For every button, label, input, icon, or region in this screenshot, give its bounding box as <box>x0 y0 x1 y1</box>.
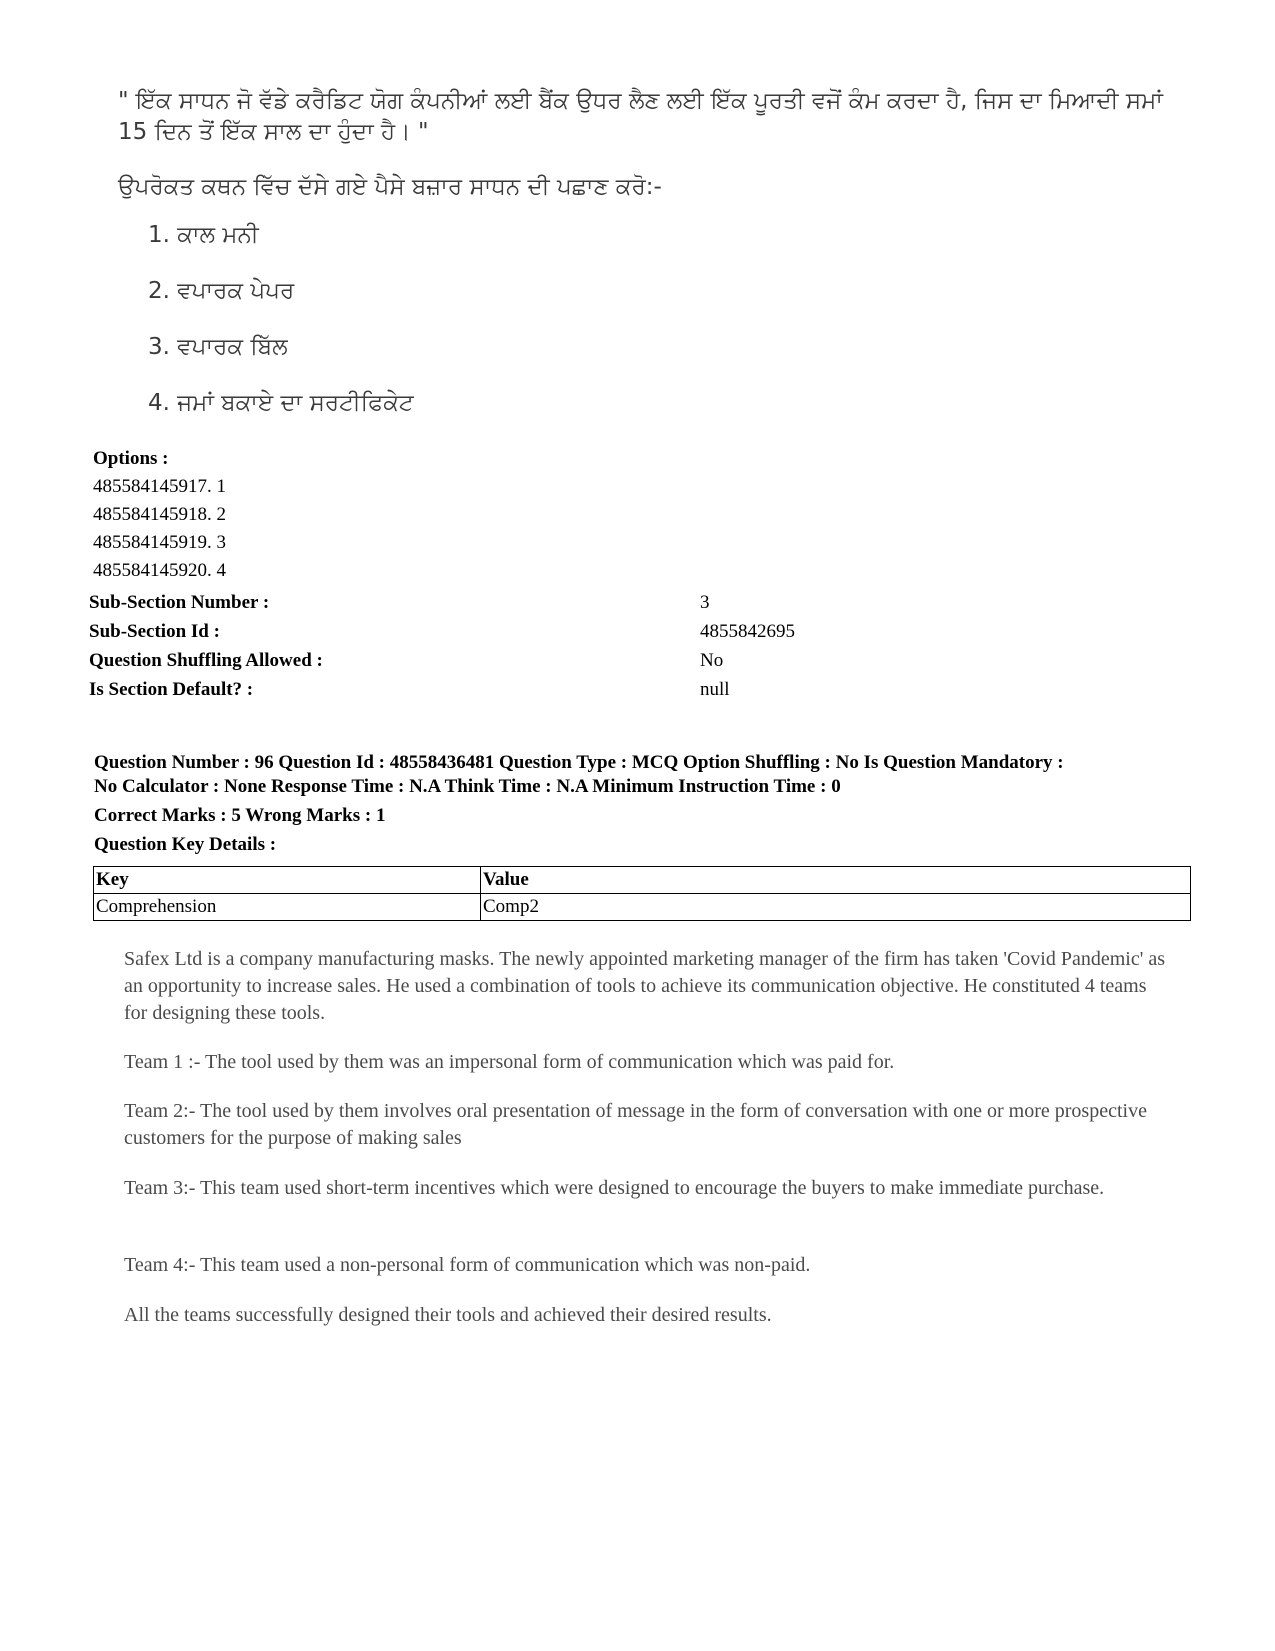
subsection-id-value: 4855842695 <box>700 621 795 642</box>
punjabi-choice-2: 2. ਵਪਾਰਕ ਪੇਪਰ <box>148 278 295 304</box>
key-table-cell-value: Comp2 <box>481 894 1191 921</box>
passage-team-4: Team 4:- This team used a non-personal form of communication which was non-paid. <box>124 1254 811 1276</box>
punjabi-choice-3: 3. ਵਪਾਰਕ ਬਿੱਲ <box>148 334 288 360</box>
punjabi-choice-4: 4. ਜਮਾਂ ਬਕਾਏ ਦਾ ਸਰਟੀਫਿਕੇਟ <box>148 390 414 416</box>
question-marks: Correct Marks : 5 Wrong Marks : 1 <box>94 805 386 826</box>
punjabi-choice-1: 1. ਕਾਲ ਮਨੀ <box>148 222 259 248</box>
options-label: Options : <box>93 448 169 469</box>
option-item-1: 485584145917. 1 <box>93 476 226 497</box>
key-table-header-key: Key <box>94 867 481 894</box>
key-table-cell-key: Comprehension <box>94 894 481 921</box>
option-item-3: 485584145919. 3 <box>93 532 226 553</box>
subsection-number-value: 3 <box>700 592 710 613</box>
passage-team-2: Team 2:- The tool used by them involves oral presentation of message in the form of conversation with one or more prospective customers for the purpose of making sales <box>124 1100 1147 1149</box>
section-default-label: Is Section Default? : <box>89 679 254 700</box>
question-header-line1: Question Number : 96 Question Id : 48558436481 Question Type : MCQ Option Shuffling : No Is Question Mandatory : <box>94 752 1064 773</box>
subsection-id-label: Sub-Section Id : <box>89 621 220 642</box>
option-item-2: 485584145918. 2 <box>93 504 226 525</box>
section-default-value: null <box>700 679 730 700</box>
passage-team-3: Team 3:- This team used short-term incentives which were designed to encourage the buyers to make immediate purchase. <box>124 1177 1105 1199</box>
question-shuffling-label: Question Shuffling Allowed : <box>89 650 323 671</box>
subsection-number-label: Sub-Section Number : <box>89 592 270 613</box>
option-item-4: 485584145920. 4 <box>93 560 226 581</box>
key-table-header-row <box>94 867 1191 894</box>
passage-intro: Safex Ltd is a company manufacturing masks. The newly appointed marketing manager of the firm has taken 'Covid Pandemic' as an opportunity to increase sales. He used a combination of tools to achieve its communication objective. He constituted 4 teams for designing these tools. <box>124 948 1165 1024</box>
question-key-details-label: Question Key Details : <box>94 834 277 855</box>
question-shuffling-value: No <box>700 650 724 671</box>
punjabi-question-prompt: ਉਪਰੋਕਤ ਕਥਨ ਵਿੱਚ ਦੱਸੇ ਗਏ ਪੈਸੇ ਬਜ਼ਾਰ ਸਾਧਨ ਦੀ ਪਛਾਣ ਕਰੋ:- <box>118 174 662 200</box>
passage-team-1: Team 1 :- The tool used by them was an impersonal form of communication which was paid for. <box>124 1051 895 1073</box>
question-key-table <box>93 866 1191 921</box>
passage-conclusion: All the teams successfully designed their tools and achieved their desired results. <box>124 1304 772 1326</box>
key-table-header-value: Value <box>481 867 1191 894</box>
punjabi-question-statement: " ਇੱਕ ਸਾਧਨ ਜੋ ਵੱਡੇ ਕਰੈਡਿਟ ਯੋਗ ਕੰਪਨੀਆਂ ਲਈ ਬੈਂਕ ਉਧਰ ਲੈਣ ਲਈ ਇੱਕ ਪੂਰਤੀ ਵਜੋਂ ਕੰਮ ਕਰਦਾ ਹੈ, ਜਿਸ ਦਾ ਮਿਆਦੀ ਸਮਾਂ 15 ਦਿਨ ਤੋਂ ਇੱਕ ਸਾਲ ਦਾ ਹੁੰਦਾ ਹੈ। " <box>118 88 1163 145</box>
question-header-line2: No Calculator : None Response Time : N.A Think Time : N.A Minimum Instruction Time : 0 <box>94 776 841 797</box>
table-row <box>94 894 1191 921</box>
